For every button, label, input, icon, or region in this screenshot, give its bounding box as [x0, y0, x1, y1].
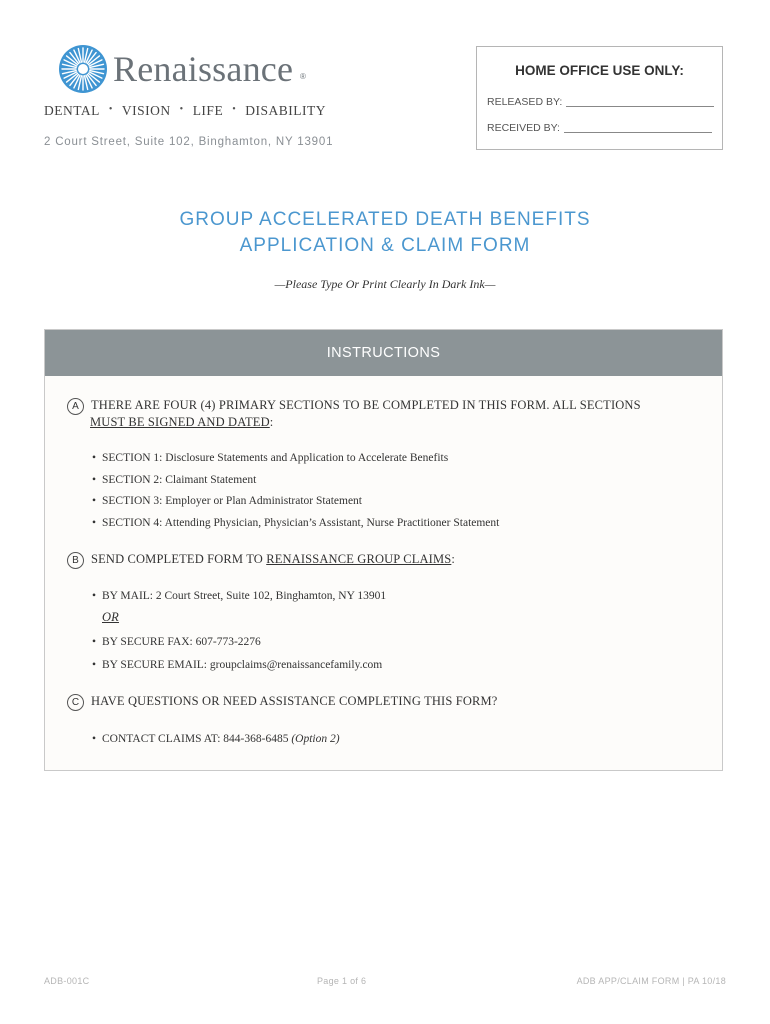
section-c-text: HAVE QUESTIONS OR NEED ASSISTANCE COMPLETING THIS FORM? — [91, 694, 498, 708]
form-title — [0, 207, 770, 259]
claims-department-name: RENAISSANCE GROUP CLAIMS — [266, 552, 452, 566]
company-address: 2 Court Street, Suite 102, Binghamton, NY 13901 — [44, 136, 334, 148]
list-item: • SECTION 1: Disclosure Statements and Application to Accelerate Benefits — [92, 448, 499, 470]
logo-wordmark: Renaissance — [113, 49, 294, 89]
form-title-line1: GROUP ACCELERATED DEATH BENEFITS — [179, 209, 591, 230]
circled-c-marker: C — [67, 694, 84, 711]
fax-instruction: • BY SECURE FAX: 607-773-2276 — [92, 631, 382, 654]
section-a-list — [92, 448, 499, 534]
home-office-title: HOME OFFICE USE ONLY: — [515, 63, 684, 78]
released-by-field[interactable] — [566, 106, 714, 107]
instructions-header: INSTRUCTIONS — [45, 330, 722, 376]
form-title-line2: APPLICATION & CLAIM FORM — [239, 235, 531, 256]
section-b-list — [92, 586, 386, 606]
section-b-heading — [67, 552, 455, 569]
section-b-list-2 — [92, 631, 382, 677]
list-item: • SECTION 4: Attending Physician, Physician’s Assistant, Nurse Practitioner Statement — [92, 513, 499, 535]
page-number: Page 1 of 6 — [317, 976, 367, 986]
signed-dated-note: MUST BE SIGNED AND DATED — [90, 415, 270, 429]
or-divider: OR — [102, 610, 119, 624]
form-code: ADB-001C — [44, 976, 90, 986]
list-item: • SECTION 3: Employer or Plan Administrator Statement — [92, 491, 499, 513]
email-instruction: • BY SECURE EMAIL: groupclaims@renaissancefamily.com — [92, 654, 382, 677]
released-by-row — [487, 96, 714, 108]
sunburst-icon — [58, 44, 108, 94]
form-revision: ADB APP/CLAIM FORM | PA 10/18 — [576, 976, 726, 986]
list-item: • SECTION 2: Claimant Statement — [92, 470, 499, 492]
released-by-label: RELEASED BY: — [487, 96, 563, 108]
colon: : — [269, 415, 274, 429]
received-by-field[interactable] — [564, 132, 712, 133]
line-dental: DENTAL — [44, 103, 100, 118]
separator: • — [232, 104, 237, 115]
section-c-heading — [67, 694, 497, 711]
line-life: LIFE — [192, 103, 224, 118]
section-a-line1: THERE ARE FOUR (4) PRIMARY SECTIONS TO BE COMPLETED IN THIS FORM. ALL SECTIONS — [91, 398, 641, 412]
instructions-box — [44, 329, 723, 771]
line-vision: VISION — [121, 103, 171, 118]
colon: : — [451, 552, 455, 566]
separator: • — [179, 104, 184, 115]
home-office-box — [476, 46, 723, 150]
circled-b-marker: B — [67, 552, 84, 569]
received-by-row — [487, 122, 712, 134]
section-c-list — [92, 729, 340, 749]
circled-a-marker: A — [67, 398, 84, 415]
contact-instruction — [92, 729, 340, 749]
registered-mark: ® — [300, 72, 306, 81]
company-logo — [58, 44, 328, 104]
section-a-heading — [67, 398, 641, 430]
line-disability: DISABILITY — [245, 103, 326, 118]
separator: • — [108, 104, 113, 115]
mail-instruction: • BY MAIL: 2 Court Street, Suite 102, Binghamton, NY 13901 — [92, 586, 386, 606]
section-b-text: SEND COMPLETED FORM TO — [91, 552, 267, 566]
received-by-label: RECEIVED BY: — [487, 122, 560, 134]
contact-phone: CONTACT CLAIMS AT: 844-368-6485 — [102, 733, 292, 745]
contact-option: (Option 2) — [291, 733, 340, 745]
product-lines — [44, 103, 326, 119]
section-a-line2 — [67, 415, 641, 430]
form-subtitle: —Please Type Or Print Clearly In Dark Ink— — [274, 277, 496, 291]
